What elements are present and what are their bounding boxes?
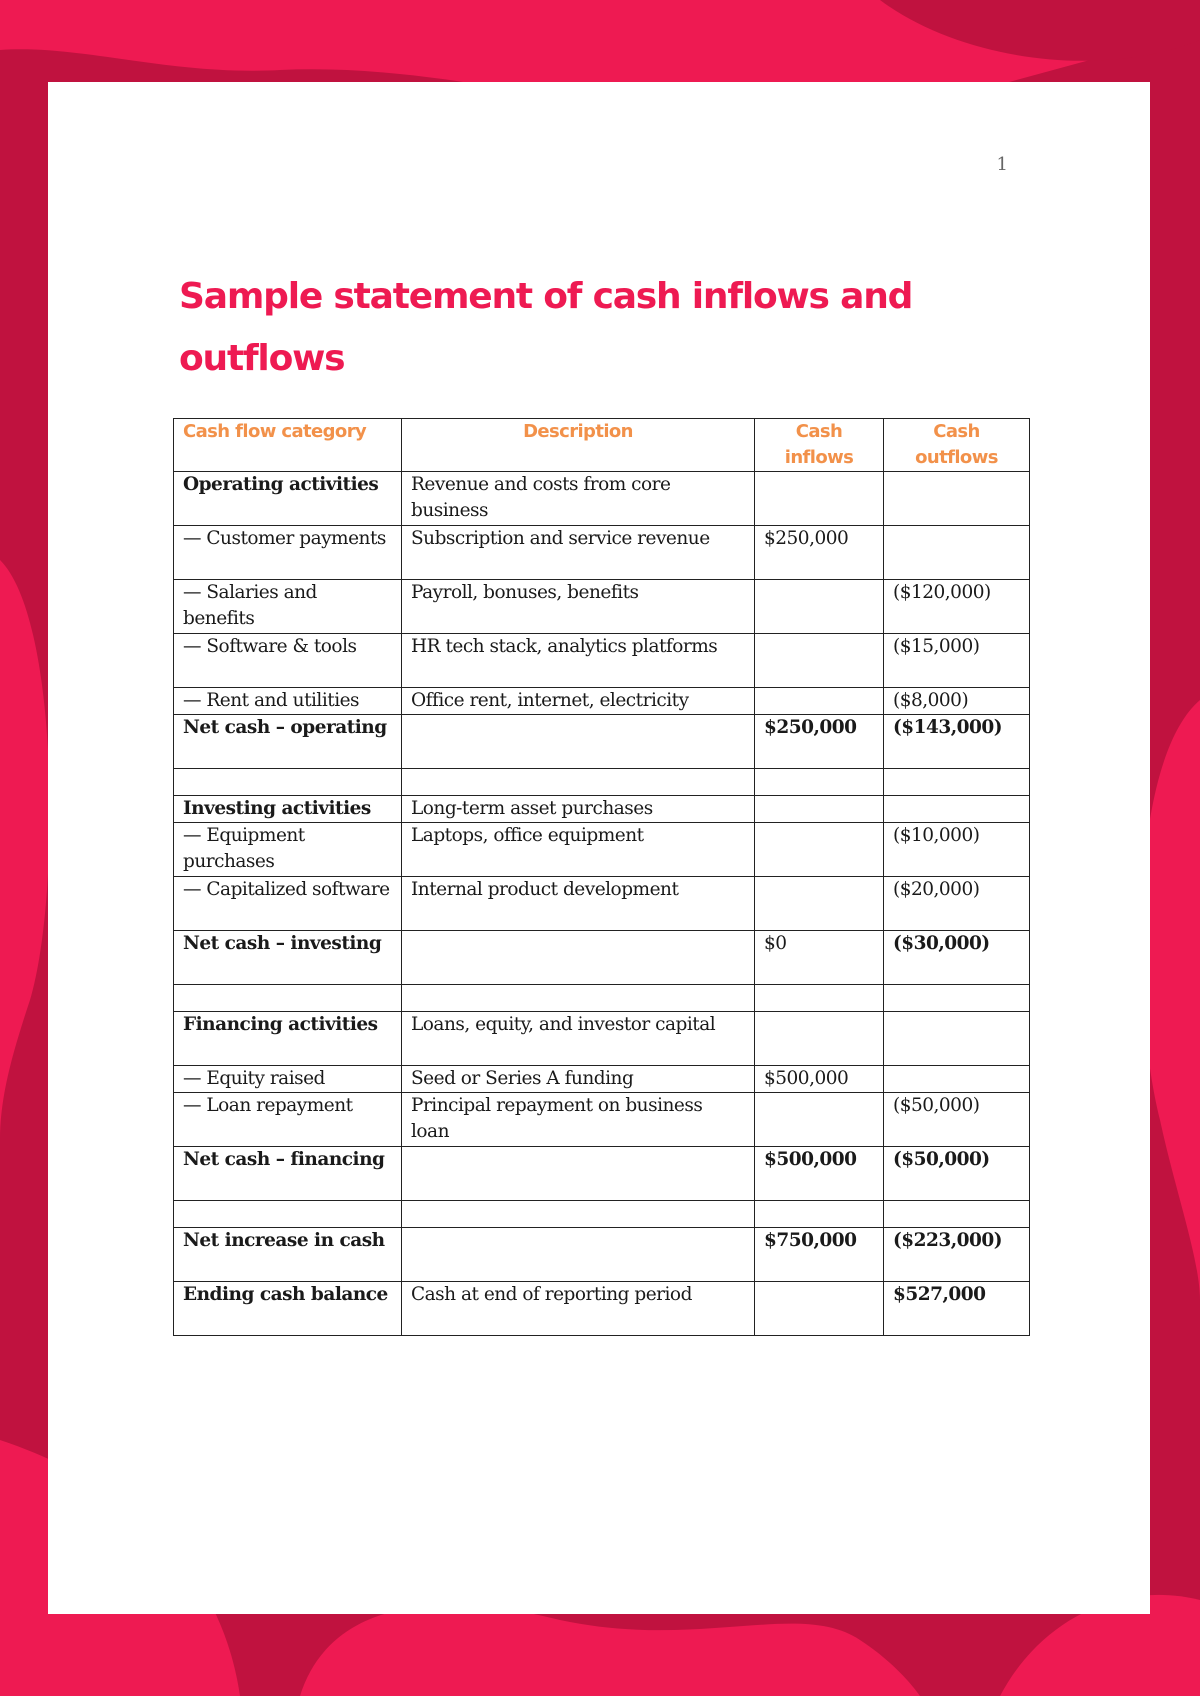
cell-description: Office rent, internet, electricity [402, 688, 755, 715]
cell-inflow [755, 580, 884, 634]
cell-description: Payroll, bonuses, benefits [402, 580, 755, 634]
cell-outflow [884, 769, 1030, 796]
cell-category [174, 1201, 402, 1228]
table-row [174, 877, 1030, 931]
cell-inflow [755, 823, 884, 877]
table-row-subtotal [174, 715, 1030, 769]
cell-description [402, 931, 755, 985]
header-outflows-label: Cash outflows [915, 421, 998, 468]
header-outflows [884, 419, 1030, 472]
table-row [174, 634, 1030, 688]
cell-category: — Equipment purchases [174, 823, 402, 877]
cell-category [174, 769, 402, 796]
cell-category: Operating activities [174, 472, 402, 526]
table-row-total [174, 1282, 1030, 1336]
cell-category: Net cash – financing [174, 1147, 402, 1201]
table-row [174, 1093, 1030, 1147]
cell-inflow [755, 472, 884, 526]
cell-category: — Capitalized software [174, 877, 402, 931]
cell-outflow [884, 1201, 1030, 1228]
cell-category: — Salaries and benefits [174, 580, 402, 634]
cell-outflow: ($120,000) [884, 580, 1030, 634]
cell-outflow [884, 985, 1030, 1012]
cell-inflow: $0 [755, 931, 884, 985]
table-row-spacer [174, 1201, 1030, 1228]
cell-category: — Rent and utilities [174, 688, 402, 715]
header-inflows [755, 419, 884, 472]
cell-category: Ending cash balance [174, 1282, 402, 1336]
cell-outflow: ($10,000) [884, 823, 1030, 877]
cell-inflow: $250,000 [755, 526, 884, 580]
cell-category: Net increase in cash [174, 1228, 402, 1282]
cell-inflow: $250,000 [755, 715, 884, 769]
cell-inflow [755, 1201, 884, 1228]
cell-inflow [755, 688, 884, 715]
cell-category: Investing activities [174, 796, 402, 823]
cell-outflow: ($143,000) [884, 715, 1030, 769]
cell-inflow [755, 634, 884, 688]
cell-outflow: ($20,000) [884, 877, 1030, 931]
cell-outflow: ($8,000) [884, 688, 1030, 715]
cell-category: — Software & tools [174, 634, 402, 688]
cell-description [402, 1228, 755, 1282]
cell-category: — Loan repayment [174, 1093, 402, 1147]
table-row [174, 796, 1030, 823]
cell-description [402, 715, 755, 769]
table-row [174, 1012, 1030, 1066]
table-row [174, 688, 1030, 715]
header-description: Description [402, 419, 755, 472]
header-category: Cash flow category [174, 419, 402, 472]
table-header-row [174, 419, 1030, 472]
cell-inflow: $500,000 [755, 1147, 884, 1201]
table-row [174, 526, 1030, 580]
cell-description [402, 1201, 755, 1228]
cell-description: Internal product development [402, 877, 755, 931]
cell-outflow: ($223,000) [884, 1228, 1030, 1282]
cell-description [402, 985, 755, 1012]
table-row-spacer [174, 985, 1030, 1012]
cell-inflow: $500,000 [755, 1066, 884, 1093]
table-row [174, 1066, 1030, 1093]
cell-inflow [755, 769, 884, 796]
table-row-subtotal [174, 1147, 1030, 1201]
cell-outflow: ($50,000) [884, 1147, 1030, 1201]
cell-inflow [755, 796, 884, 823]
table-row [174, 823, 1030, 877]
cell-description: Seed or Series A funding [402, 1066, 755, 1093]
table-row [174, 580, 1030, 634]
cell-description [402, 1147, 755, 1201]
page-title: Sample statement of cash inflows and outflows [179, 276, 913, 379]
cell-description: Loans, equity, and investor capital [402, 1012, 755, 1066]
cell-inflow [755, 1282, 884, 1336]
cell-category: Financing activities [174, 1012, 402, 1066]
header-inflows-label: Cash inflows [784, 421, 854, 468]
cell-outflow [884, 472, 1030, 526]
cell-inflow [755, 877, 884, 931]
cell-inflow [755, 985, 884, 1012]
cell-outflow [884, 1012, 1030, 1066]
cell-outflow [884, 1066, 1030, 1093]
cell-category: Net cash – investing [174, 931, 402, 985]
page-number: 1 [996, 154, 1008, 175]
cell-outflow [884, 526, 1030, 580]
table-row-total [174, 1228, 1030, 1282]
cell-category: — Equity raised [174, 1066, 402, 1093]
cell-description: Revenue and costs from core business [402, 472, 755, 526]
cell-outflow [884, 796, 1030, 823]
cell-outflow: ($30,000) [884, 931, 1030, 985]
cell-inflow [755, 1093, 884, 1147]
cell-description: Principal repayment on business loan [402, 1093, 755, 1147]
cash-flow-table [173, 418, 1030, 1336]
cell-description: Cash at end of reporting period [402, 1282, 755, 1336]
cell-description: Subscription and service revenue [402, 526, 755, 580]
cell-outflow: $527,000 [884, 1282, 1030, 1336]
cell-description: Laptops, office equipment [402, 823, 755, 877]
cell-category: Net cash – operating [174, 715, 402, 769]
cell-description: Long-term asset purchases [402, 796, 755, 823]
table-row-subtotal [174, 931, 1030, 985]
table-row [174, 472, 1030, 526]
cell-description [402, 769, 755, 796]
cell-category: — Customer payments [174, 526, 402, 580]
cell-inflow: $750,000 [755, 1228, 884, 1282]
document-page [48, 82, 1150, 1614]
table-row-spacer [174, 769, 1030, 796]
cell-description: HR tech stack, analytics platforms [402, 634, 755, 688]
cell-category [174, 985, 402, 1012]
cell-outflow: ($50,000) [884, 1093, 1030, 1147]
cell-outflow: ($15,000) [884, 634, 1030, 688]
cell-inflow [755, 1012, 884, 1066]
